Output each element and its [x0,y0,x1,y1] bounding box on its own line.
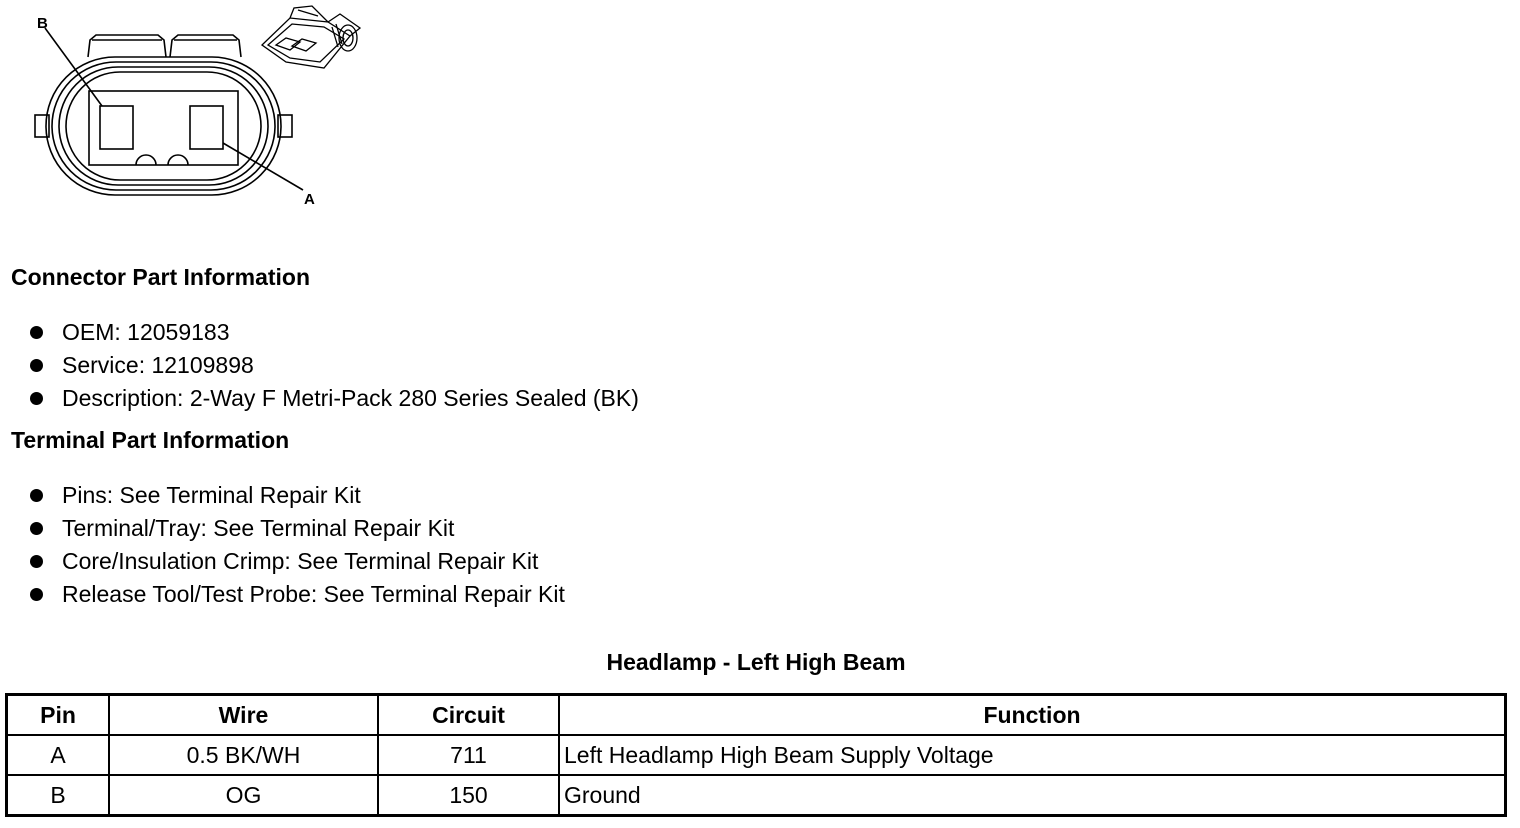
cell-wire: OG [109,775,378,816]
list-item [28,512,565,545]
bullet-icon [30,555,43,568]
connector-part-heading: Connector Part Information [11,264,311,290]
terminal-part-heading: Terminal Part Information [11,427,290,453]
latch-left-shape [88,35,166,57]
header-wire: Wire [109,695,378,736]
table-header-row [7,695,1506,736]
cell-function: Left Headlamp High Beam Supply Voltage [559,735,1506,775]
latch-right-shape [170,35,241,57]
table-title: Headlamp - Left High Beam [606,649,906,675]
connector-3d-icon [262,6,360,68]
header-pin: Pin [7,695,110,736]
connector-part-list [28,316,639,415]
list-item [28,545,565,578]
list-item [28,578,565,611]
bullet-icon [30,522,43,535]
bullet-icon [30,392,43,405]
cell-pin: A [7,735,110,775]
cell-circuit: 150 [378,775,559,816]
pin-table [5,693,1507,817]
terminal-part-list [28,479,565,611]
callout-a-label: A [304,191,315,208]
table-row [7,735,1506,775]
terminal-pins-text: Pins: See Terminal Repair Kit [62,482,361,508]
list-item [28,316,639,349]
bullet-icon [30,588,43,601]
cell-function: Ground [559,775,1506,816]
connector-diagram [28,0,368,215]
pin-b-cavity [100,106,133,149]
bullet-icon [30,359,43,372]
cell-pin: B [7,775,110,816]
terminal-cavity [89,91,238,165]
cell-circuit: 711 [378,735,559,775]
connector-description-text: Description: 2-Way F Metri-Pack 280 Series Sealed (BK) [62,385,639,411]
bullet-icon [30,326,43,339]
connector-service-text: Service: 12109898 [62,352,254,378]
terminal-tray-text: Terminal/Tray: See Terminal Repair Kit [62,515,455,541]
bullet-icon [30,489,43,502]
terminal-release-tool-text: Release Tool/Test Probe: See Terminal Repair Kit [62,581,565,607]
connector-oem-text: OEM: 12059183 [62,319,230,345]
header-function: Function [559,695,1506,736]
pin-a-cavity [190,106,223,149]
list-item [28,479,565,512]
list-item [28,349,639,382]
table-row [7,775,1506,816]
callout-b-label: B [37,15,48,32]
list-item [28,382,639,415]
header-circuit: Circuit [378,695,559,736]
terminal-crimp-text: Core/Insulation Crimp: See Terminal Repair Kit [62,548,539,574]
cell-wire: 0.5 BK/WH [109,735,378,775]
